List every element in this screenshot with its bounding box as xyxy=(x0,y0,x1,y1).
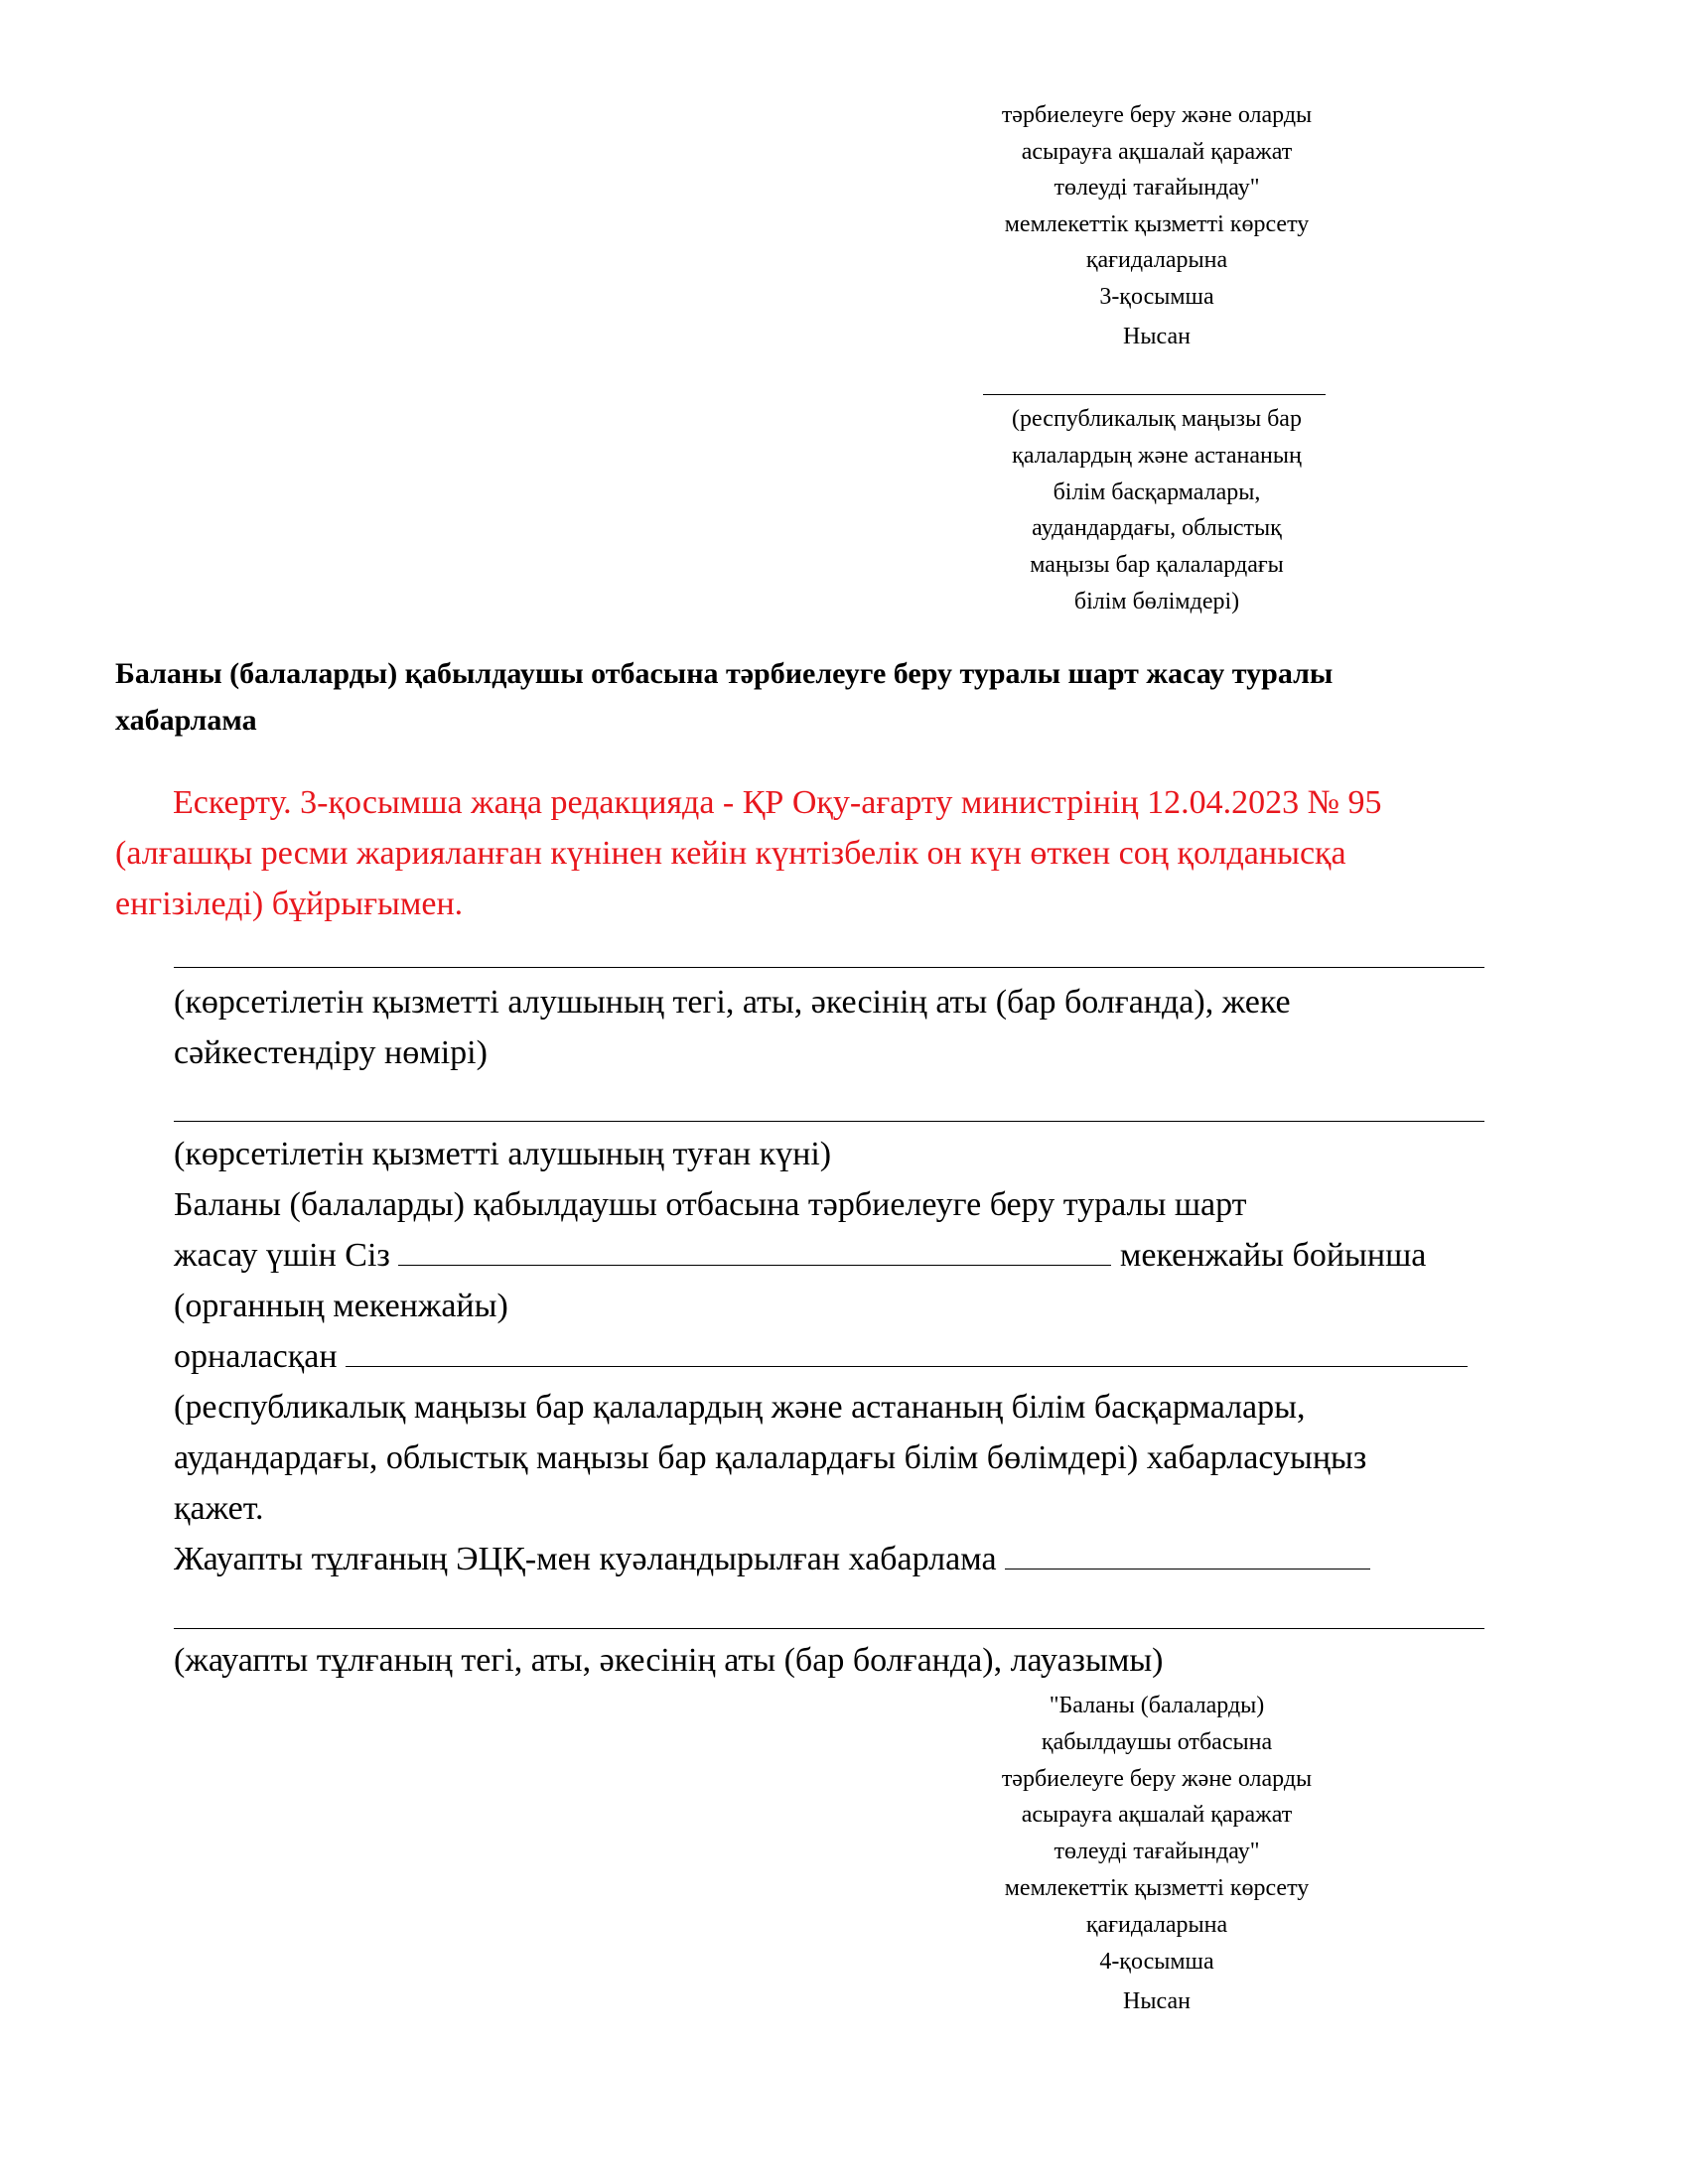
appendix-number: 3-қосымша xyxy=(1099,283,1214,310)
birth-date-caption: (көрсетілетін қызметті алушының туған күні) xyxy=(174,1136,832,1172)
next-appendix-header-line: тәрбиелеуге беру және оларды xyxy=(1001,1765,1313,1792)
organ-address-blank xyxy=(398,1235,1111,1266)
amendment-note-line: енгізіледі) бұйрығымен. xyxy=(115,886,464,922)
authority-caption-line: қалалардың және астананың xyxy=(1012,442,1302,469)
authority-caption-line: маңызы бар қалалардағы xyxy=(1030,552,1284,579)
authority-caption-line: аудандардағы, облыстық xyxy=(1032,515,1282,542)
document-title-line: хабарлама xyxy=(115,704,257,737)
document-title xyxy=(115,650,1585,744)
authority-body-line: аудандардағы, облыстық маңызы бар қалалардағы білім бөлімдері) хабарласуыңыз xyxy=(174,1439,1367,1476)
form-label: Нысан xyxy=(1123,324,1191,349)
next-appendix-header xyxy=(958,1688,1355,2020)
appendix-header-line: асырауға ақшалай қаражат xyxy=(1021,138,1293,165)
body-sentence: Баланы (балаларды) қабылдаушы отбасына тәрбиелеуге беру туралы шарт xyxy=(174,1186,1247,1223)
authority-caption-line: білім басқармалары, xyxy=(1053,478,1261,505)
appendix-header-line: қағидаларына xyxy=(1085,247,1228,273)
recipient-caption: сәйкестендіру нөмірі) xyxy=(174,1034,488,1071)
responsible-person-caption: (жауапты тұлғаның тегі, аты, әкесінің аты (бар болғанда), лауазымы) xyxy=(174,1642,1164,1679)
amendment-note-line: (алғашқы ресми жарияланған күнінен кейін күнтізбелік он күн өткен соң қолданысқа xyxy=(115,835,1346,872)
document-title-line: Баланы (балаларды) қабылдаушы отбасына тәрбиелеуге беру туралы шарт жасау туралы xyxy=(115,657,1334,690)
location-line xyxy=(174,1331,1468,1382)
ecp-blank xyxy=(1005,1539,1370,1570)
body-sentence xyxy=(174,1230,1426,1281)
location-blank xyxy=(346,1336,1468,1367)
responsible-person-blank xyxy=(174,1628,1484,1629)
authority-body-line: қажет. xyxy=(174,1490,264,1527)
authority-blank-line xyxy=(983,394,1326,395)
amendment-note-line: Ескерту. 3-қосымша жаңа редакцияда - ҚР Оқу-ағарту министрінің 12.04.2023 № 95 xyxy=(173,784,1382,821)
located-label: орналасқан xyxy=(174,1338,338,1375)
next-appendix-header-line: "Баланы (балаларды) xyxy=(1049,1693,1265,1718)
ecp-label: Жауапты тұлғаның ЭЦҚ-мен куәландырылған хабарлама xyxy=(174,1541,997,1577)
body-sentence-end: мекенжайы бойынша xyxy=(1119,1237,1427,1274)
authority-caption xyxy=(958,401,1355,620)
appendix-header xyxy=(958,97,1355,355)
next-appendix-header-line: асырауға ақшалай қаражат xyxy=(1021,1802,1293,1829)
organ-address-caption: (органның мекенжайы) xyxy=(174,1288,508,1324)
birth-date-blank xyxy=(174,1121,1484,1122)
next-appendix-number: 4-қосымша xyxy=(1099,1948,1214,1975)
appendix-header-line: төлеуді тағайындау" xyxy=(1054,175,1260,201)
recipient-name-blank xyxy=(174,967,1484,968)
appendix-header-line: тәрбиелеуге беру және оларды xyxy=(1001,102,1313,128)
authority-body-line: (республикалық маңызы бар қалалардың және астананың білім басқармалары, xyxy=(174,1389,1306,1426)
authority-caption-line: білім бөлімдері) xyxy=(1073,588,1240,614)
next-form-label: Нысан xyxy=(1123,1988,1191,2015)
next-appendix-header-line: қағидаларына xyxy=(1085,1911,1228,1938)
body-sentence-start: жасау үшін Сіз xyxy=(174,1237,390,1274)
appendix-header-line: мемлекеттік қызметті көрсету xyxy=(1004,210,1310,237)
authority-caption-line: (республикалық маңызы бар xyxy=(1012,406,1302,432)
next-appendix-header-line: төлеуді тағайындау" xyxy=(1054,1839,1260,1865)
amendment-note xyxy=(115,777,1565,929)
ecp-line xyxy=(174,1534,1370,1584)
next-appendix-header-line: мемлекеттік қызметті көрсету xyxy=(1004,1874,1310,1901)
next-appendix-header-line: қабылдаушы отбасына xyxy=(1041,1728,1273,1755)
recipient-caption: (көрсетілетін қызметті алушының тегі, аты, әкесінің аты (бар болғанда), жеке xyxy=(174,984,1291,1021)
